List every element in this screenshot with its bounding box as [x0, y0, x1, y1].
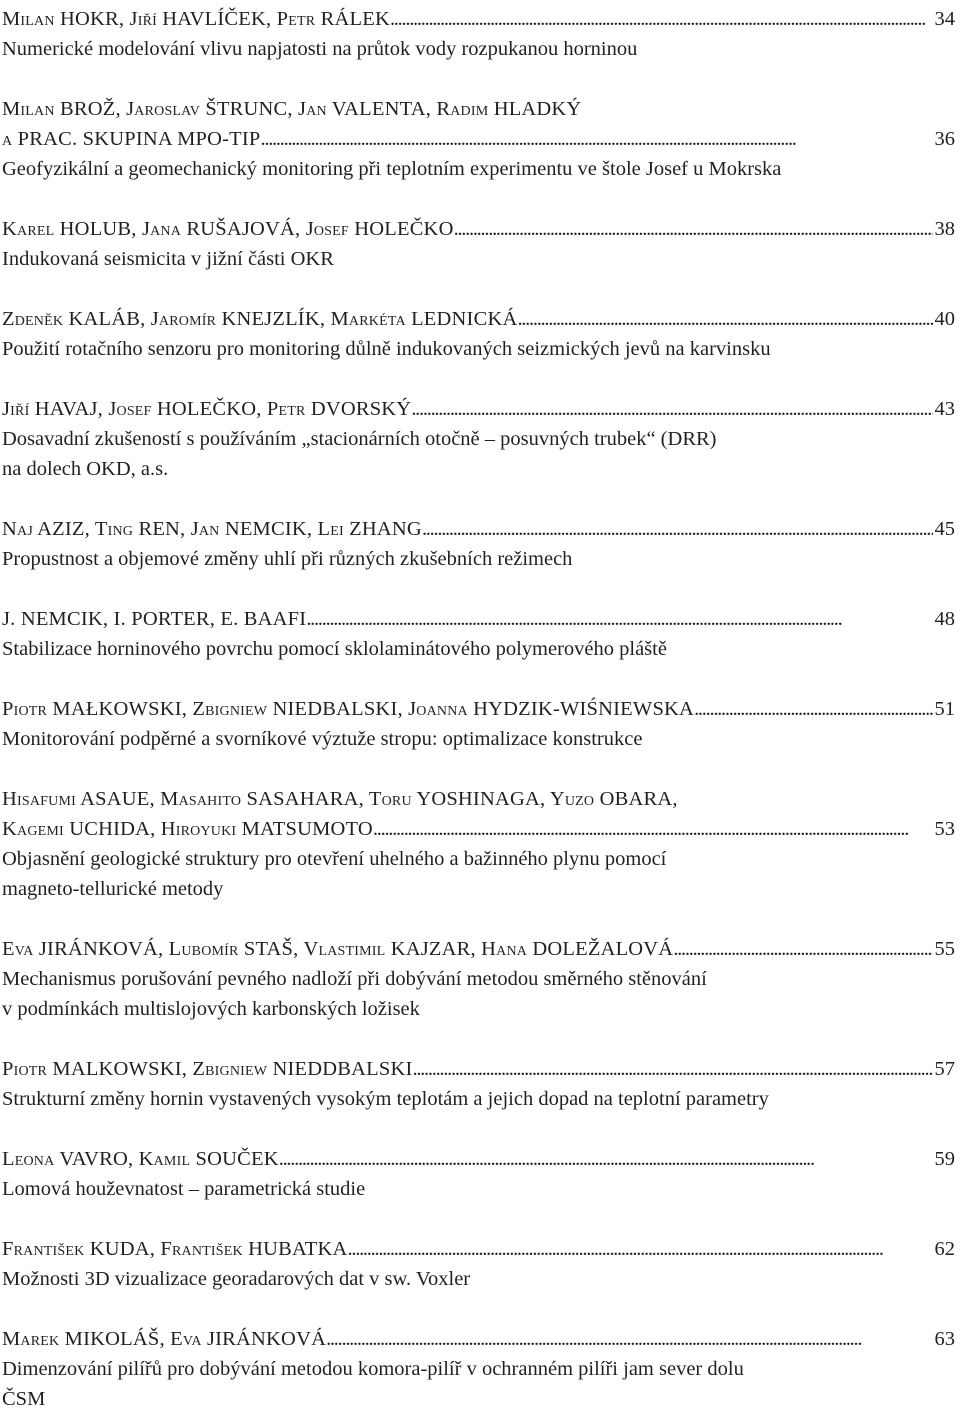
author-line	[2, 1144, 955, 1174]
entry-authors: Milan HOKR, Jiří HAVLÍČEK, Petr RÁLEK	[2, 8, 390, 30]
entry-authors: Zdeněk KALÁB, Jaromír KNEJZLÍK, Markéta LEDNICKÁ	[2, 308, 518, 330]
entry-authors: Piotr MAŁKOWSKI, Zbigniew NIEDBALSKI, Joanna HYDZIK-WIŚNIEWSKA	[2, 698, 695, 720]
leader-dots	[261, 124, 933, 154]
page-number: 53	[934, 818, 955, 840]
entry-title: v podmínkách multislojových karbonských ložisek	[2, 998, 420, 1020]
leader-dots	[306, 604, 932, 634]
entry-authors: František KUDA, František HUBATKA	[2, 1238, 348, 1260]
author-line	[2, 1054, 955, 1084]
page-number: 48	[934, 608, 955, 630]
page-number: 38	[934, 218, 955, 240]
toc-entry	[2, 1054, 955, 1114]
page-number: 57	[934, 1058, 955, 1080]
toc-entry	[2, 694, 955, 754]
page-number: 59	[934, 1148, 955, 1170]
author-line	[2, 934, 955, 964]
toc-entry	[2, 1324, 955, 1414]
page-number: 45	[934, 518, 955, 540]
entry-authors: J. NEMCIK, I. PORTER, E. BAAFI	[2, 608, 307, 630]
leader-dots	[673, 934, 932, 964]
entry-authors: Milan BROŽ, Jaroslav ŠTRUNC, Jan VALENTA, Radim HLADKÝ	[2, 98, 582, 120]
entry-title: Propustnost a objemové změny uhlí při různých zkušebních režimech	[2, 548, 573, 570]
entry-authors: Marek MIKOLÁŠ, Eva JIRÁNKOVÁ	[2, 1328, 327, 1350]
leader-dots	[373, 814, 933, 844]
leader-dots	[422, 514, 933, 544]
entry-authors: Jiří HAVAJ, Josef HOLEČKO, Petr DVORSKÝ	[2, 398, 412, 420]
page-number: 34	[934, 8, 955, 30]
entry-title: Dimenzování pilířů pro dobývání metodou komora-pilíř v ochranném pilíři jam sever dolu	[2, 1358, 744, 1380]
toc-entry	[2, 604, 955, 664]
entry-title: Lomová houževnatost – parametrická studie	[2, 1178, 366, 1200]
author-line	[2, 604, 955, 634]
leader-dots	[279, 1144, 933, 1174]
page-number: 36	[934, 128, 955, 150]
author-line	[2, 1234, 955, 1264]
entry-title: Monitorování podpěrné a svorníkové výztuže stropu: optimalizace konstrukce	[2, 728, 643, 750]
page-number: 51	[934, 698, 955, 720]
toc-entry	[2, 514, 955, 574]
entry-title: magneto-tellurické metody	[2, 878, 224, 900]
page-number: 55	[934, 938, 955, 960]
author-line	[2, 514, 955, 544]
leader-dots	[694, 694, 932, 724]
entry-authors: Eva JIRÁNKOVÁ, Lubomír STAŠ, Vlastimil KAJZAR, Hana DOLEŽALOVÁ	[2, 938, 674, 960]
author-line	[2, 94, 955, 124]
entry-authors: a PRAC. SKUPINA MPO-TIP	[2, 128, 261, 150]
entry-title: Možnosti 3D vizualizace georadarových dat v sw. Voxler	[2, 1268, 471, 1290]
toc-entry	[2, 1144, 955, 1204]
author-line	[2, 214, 955, 244]
toc-entry	[2, 1234, 955, 1294]
entry-title: ČSM	[2, 1388, 46, 1410]
toc-entry	[2, 394, 955, 484]
entry-title: Numerické modelování vlivu napjatosti na průtok vody rozpukanou horninou	[2, 38, 638, 60]
page-number: 40	[934, 308, 955, 330]
author-line	[2, 814, 955, 844]
author-line	[2, 124, 955, 154]
toc-entry	[2, 304, 955, 364]
entry-authors: Piotr MALKOWSKI, Zbigniew NIEDDBALSKI	[2, 1058, 413, 1080]
entry-authors: Leona VAVRO, Kamil SOUČEK	[2, 1148, 279, 1170]
leader-dots	[326, 1324, 932, 1354]
leader-dots	[412, 1054, 932, 1084]
entry-authors: Naj AZIZ, Ting REN, Jan NEMCIK, Lei ZHANG	[2, 518, 422, 540]
toc-entry	[2, 784, 955, 904]
toc-entry	[2, 94, 955, 184]
entry-title: Použití rotačního senzoru pro monitoring důlně indukovaných seizmických jevů na karvinsku	[2, 338, 771, 360]
toc-entry	[2, 214, 955, 274]
entry-title: Mechanismus porušování pevného nadloží při dobývání metodou směrného stěnování	[2, 968, 707, 990]
leader-dots	[454, 214, 933, 244]
toc-entry	[2, 4, 955, 64]
entry-authors: Karel HOLUB, Jana RUŠAJOVÁ, Josef HOLEČKO	[2, 218, 454, 240]
entry-title: Dosavadní zkušeností s používáním „stacionárních otočně – posuvných trubek“ (DRR)	[2, 428, 717, 450]
leader-dots	[348, 1234, 933, 1264]
entry-title: Geofyzikální a geomechanický monitoring při teplotním experimentu ve štole Josef u Mokrska	[2, 158, 782, 180]
page-number: 43	[934, 398, 955, 420]
entry-title: Strukturní změny hornin vystavených vysokým teplotám a jejich dopad na teplotní parametry	[2, 1088, 769, 1110]
entry-title: Objasnění geologické struktury pro otevření uhelného a bažinného plynu pomocí	[2, 848, 667, 870]
author-line	[2, 304, 955, 334]
author-line	[2, 394, 955, 424]
page-number: 62	[934, 1238, 955, 1260]
author-line	[2, 694, 955, 724]
author-line	[2, 1324, 955, 1354]
entry-title: Stabilizace horninového povrchu pomocí sklolaminátového polymerového pláště	[2, 638, 667, 660]
page-number: 63	[934, 1328, 955, 1350]
entry-authors: Hisafumi ASAUE, Masahito SASAHARA, Toru YOSHINAGA, Yuzo OBARA,	[2, 788, 678, 810]
entry-title: na dolech OKD, a.s.	[2, 458, 169, 480]
leader-dots	[390, 4, 933, 34]
entry-title: Indukovaná seismicita v jižní části OKR	[2, 248, 334, 270]
leader-dots	[411, 394, 932, 424]
author-line	[2, 784, 955, 814]
entry-authors: Kagemi UCHIDA, Hiroyuki MATSUMOTO	[2, 818, 373, 840]
leader-dots	[517, 304, 932, 334]
toc-entry	[2, 934, 955, 1024]
author-line	[2, 4, 955, 34]
